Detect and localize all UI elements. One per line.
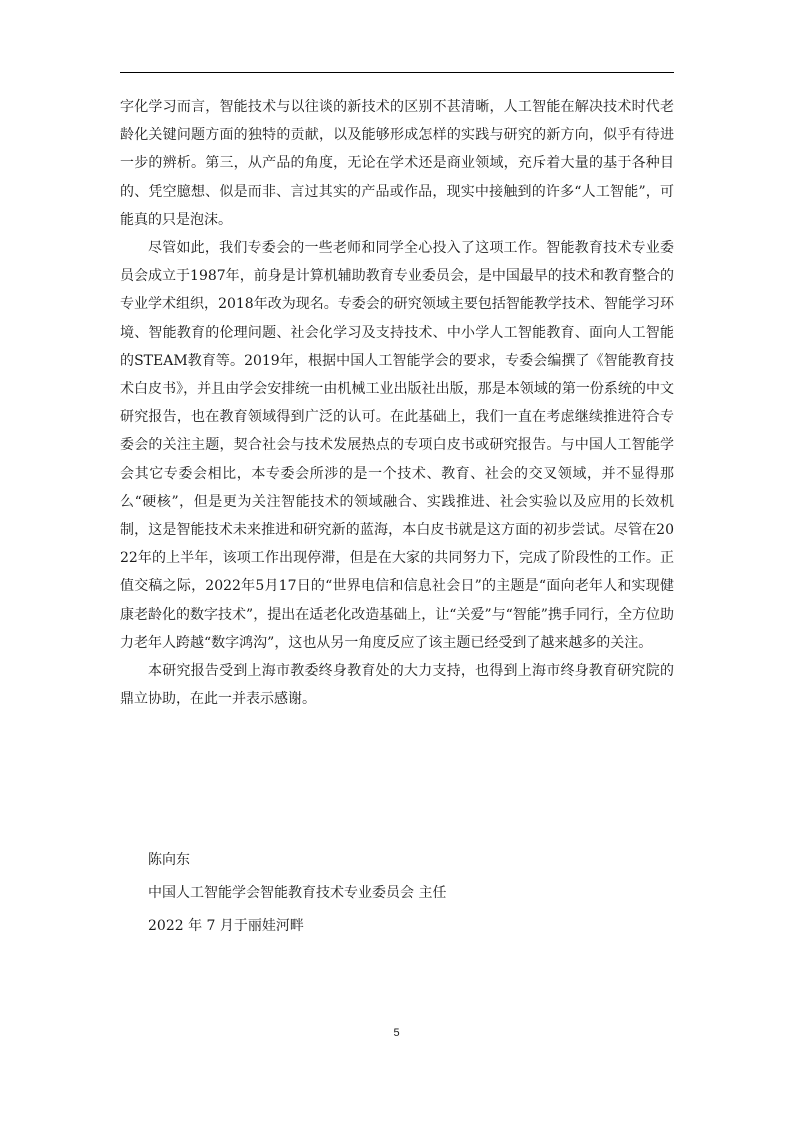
page-number: 5 [393,1027,400,1039]
paragraph-committee-work: 尽管如此，我们专委会的一些老师和同学全心投入了这项工作。智能教育技术专业委员会成立于1987年，前身是计算机辅助教育专业委员会，是中国最早的技术和教育整合的专业学术组织，2018年改为现名。专委会的研究领域主要包括智能教学技术、智能学习环境、智能教育的伦理问题、社会化学习及支持技术、中小学人工智能教育、面向人工智能的STEAM教育等。2019年，根据中国人工智能学会的要求，专委会编撰了《智能教育技术白皮书》，并且由学会安排统一由机械工业出版社出版，那是本领域的第一份系统的中文研究报告，也在教育领域得到广泛的认可。在此基础上，我们一直在考虑继续推进符合专委会的关注主题，契合社会与技术发展热点的专项白皮书或研究报告。与中国人工智能学会其它专委会相比，本专委会所涉的是一个技术、教育、社会的交叉领域，并不显得那么“硬核”，但是更为关注智能技术的领域融合、实践推进、社会实验以及应用的长效机制，这是智能技术未来推进和研究新的蓝海，本白皮书就是这方面的初步尝试。尽管在2022年的上半年，该项工作出现停滞，但是在大家的共同努力下，完成了阶段性的工作。正值交稿之际，2022年5月17日的“世界电信和信息社会日”的主题是“面向老年人和实现健康老龄化的数字技术”，提出在适老化改造基础上，让“关爱”与“智能”携手同行，全方位助力老年人跨越“数字鸿沟”，这也从另一角度反应了该主题已经受到了越来越多的关注。 [120,240,674,651]
paragraph-acknowledgement: 本研究报告受到上海市教委终身教育处的大力支持，也得到上海市终身教育研究院的鼎立协助，在此一并表示感谢。 [120,663,674,708]
signature-position: 中国人工智能学会智能教育技术专业委员会 主任 [148,885,447,901]
signature-date-place: 2022 年 7 月于丽娃河畔 [148,918,304,934]
document-body [120,93,674,713]
signature-name: 陈向东 [148,852,190,868]
header-rule [120,72,674,73]
paragraph-continuation: 字化学习而言，智能技术与以往谈的新技术的区别不甚清晰，人工智能在解决技术时代老龄化关键问题方面的独特的贡献，以及能够形成怎样的实践与研究的新方向，似乎有待进一步的辨析。第三，从产品的角度，无论在学术还是商业领域，充斥着大量的基于各种目的、凭空臆想、似是而非、言过其实的产品或作品，现实中接触到的许多“人工智能”，可能真的只是泡沫。 [120,99,674,228]
signature-block [148,846,668,945]
